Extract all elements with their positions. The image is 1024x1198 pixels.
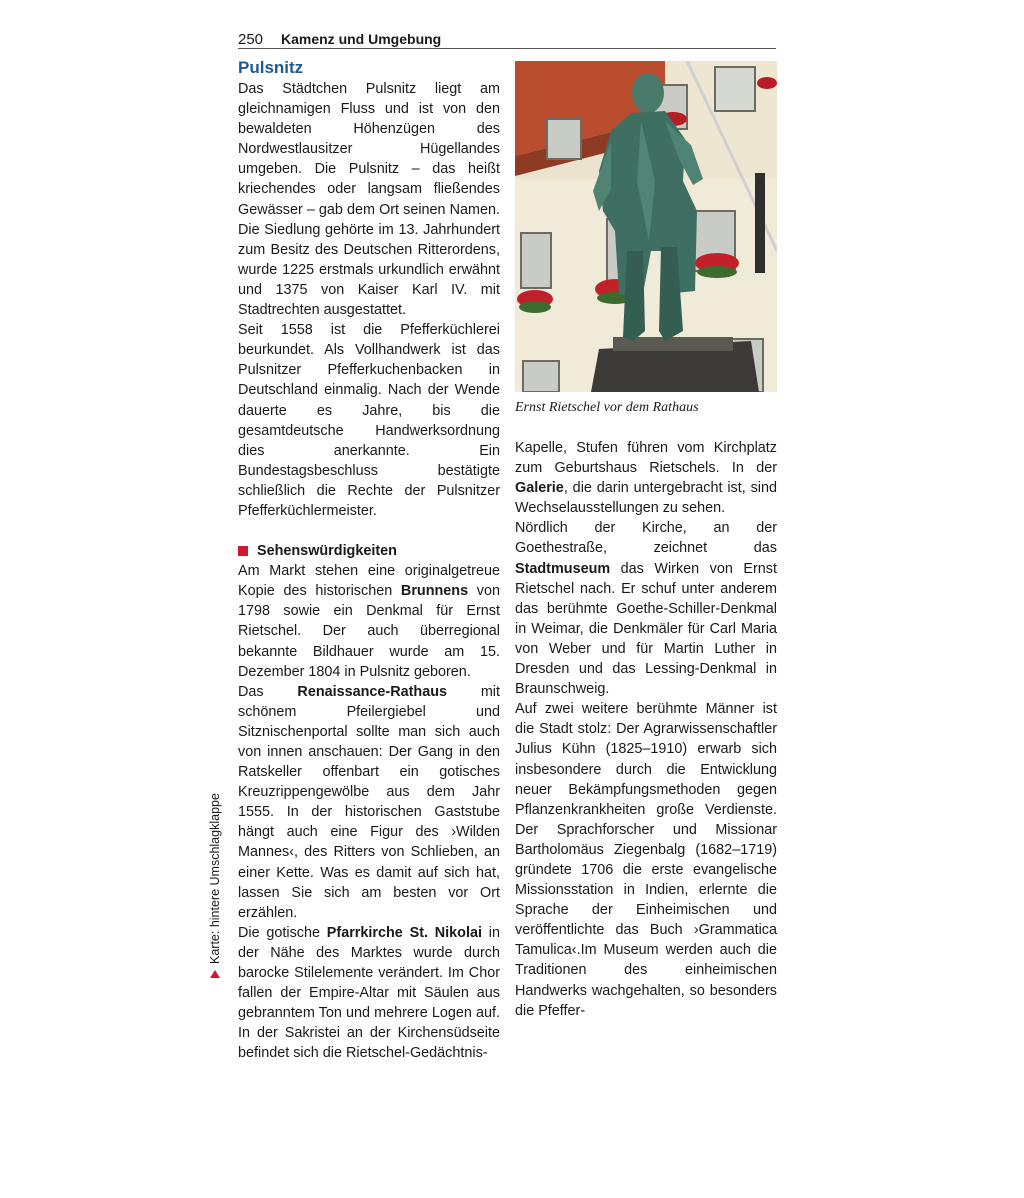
intro-paragraph: Seit 1558 ist die Pfefferküchlerei beurkundet. Als Vollhandwerk ist das Pulsnitzer Pfefferkuchenbacken in Deutschland einmalig. Nach der Wende dauerte es Jahre, bis die gesamtdeutsche Handwerksordnung dies anerkannte. Ein Bundestagsbeschluss bestätigte schließlich die Rechte der Pulsnitzer Pfefferküchlermeister. [238, 322, 500, 519]
statue-photo [515, 61, 777, 392]
red-square-icon [238, 546, 248, 556]
sights-paragraph: Das Renaissance-Rathaus mit schönem Pfeilergiebel und Sitznischenportal sollte man sich auch von innen anschauen: Der Gang in den Ratskeller offenbart ein gotisches Kreuzrippengewölbe aus dem Jahr 1555. In der historischen Gaststube hängt auch eine Figur des ›Wilden Mannes‹, des Ritters von Schlieben, an einer Kette. Was es damit auf sich hat, lassen Sie sich am besten vor Ort erzählen. [238, 683, 501, 921]
running-title: Kamenz und Umgebung [281, 31, 442, 47]
body-paragraph: Nördlich der Kirche, an der Goethestraße, zeichnet das Stadtmuseum das Wirken von Ernst Rietschel nach. Er schuf unter anderem das berühmte Goethe-Schiller-Denkmal in Weimar, die Denkmäler für Carl Maria von Weber und für Martin Luther in Dresden und das Lessing-Denkmal in Braunschweig. [515, 520, 777, 698]
red-triangle-icon [210, 970, 220, 978]
sights-heading [238, 541, 500, 561]
sights-heading-label: Sehenswürdigkeiten [257, 543, 397, 560]
highlight-term: Brunnens [400, 583, 469, 600]
sights-paragraph: Am Markt stehen eine originalgetreue Kopie des historischen Brunnens von 1798 sowie ein Denkmal für Ernst Rietschel. Der auch überregional bekannte Bildhauer wurde am 15. Dezember 1804 in Pulsnitz geboren. [238, 563, 501, 680]
page-header [238, 31, 776, 49]
section-title: Pulsnitz [238, 58, 304, 77]
highlight-term: Stadtmuseum [515, 560, 611, 577]
body-paragraph: Auf zwei weitere berühmte Männer ist die Stadt stolz: Der Agrarwissenschaftler Julius Kühn (1825–1910) erwarb sich insbesondere durch die Entwicklung neuer Bekämpfungsmethoden gegen Pflanzenkrankheiten große Verdienste. Der Sprachforscher und Missionar Bartholomäus Ziegenbalg (1682–1719) gründete 1706 die erste evangelische Missionsstation in Indien, erlernte die Sprache der Einheimischen und veröffentlichte das Buch ›Grammatica Tamulica‹.Im Museum werden auch die Traditionen des einheimischen Handwerks wachgehalten, so besonders die Pfeffer- [515, 701, 777, 1019]
body-paragraph: Kapelle, Stufen führen vom Kirchplatz zum Geburtshaus Rietschels. In der Galerie, die darin untergebracht ist, sind Wechselausstellungen zu sehen. [515, 440, 777, 517]
right-column [515, 438, 777, 1021]
sights-paragraph: Die gotische Pfarrkirche St. Nikolai in der Nähe des Marktes wurde durch barocke Stilelemente verändert. Im Chor fallen der Empire-Altar mit Säulen aus gebranntem Ton und mehrere Logen auf. In der Sakristei an der Kirchensüdseite befindet sich die Rietschel-Gedächtnis- [238, 924, 500, 1062]
map-reference [206, 793, 226, 1198]
intro-paragraph: Das Städtchen Pulsnitz liegt am gleichnamigen Fluss und ist von den bewaldeten Höhenzügen des Nordwestlausitzer Hügellandes umgeben. Die Pulsnitz – das heißt kriechendes oder langsam fließendes Gewässer – gab dem Ort seinen Namen. Die Siedlung gehörte im 13. Jahrhundert zum Besitz des Deutschen Ritterordens, wurde 1225 erstmals urkundlich erwähnt und 1375 von Kaiser Karl IV. mit Stadtrechten ausgestattet. [238, 81, 500, 319]
paragraph-gap [238, 521, 500, 541]
page-number: 250 [238, 31, 264, 48]
map-reference-label: Karte: hintere Umschlagklappe [208, 793, 222, 964]
highlight-term: Pfarrkirche St. Nikolai [326, 924, 482, 941]
left-column [238, 58, 500, 1064]
highlight-term: Galerie [515, 480, 564, 497]
photo-caption: Ernst Rietschel vor dem Rathaus [515, 400, 699, 415]
highlight-term: Renaissance-Rathaus [297, 683, 447, 700]
